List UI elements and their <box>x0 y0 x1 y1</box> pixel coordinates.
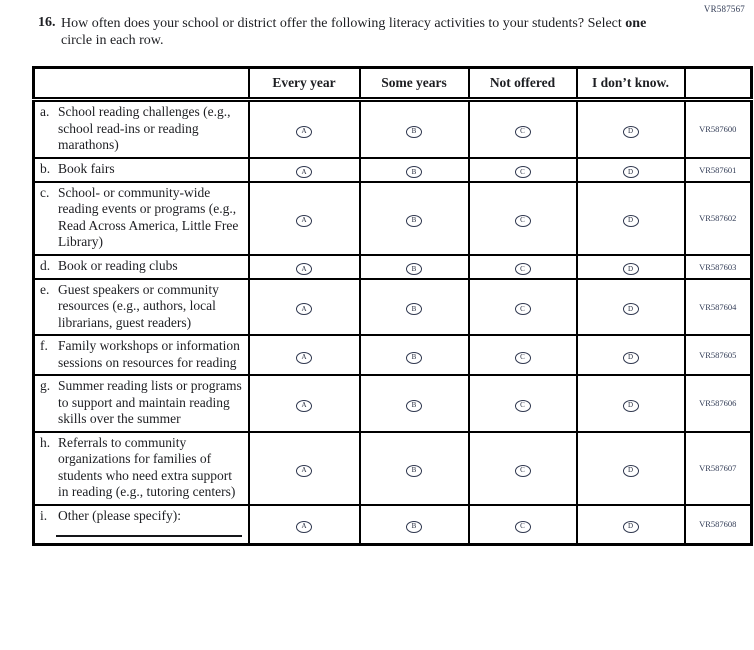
row-letter: e. <box>40 281 50 297</box>
response-bubble-b[interactable]: B <box>406 126 422 138</box>
option-cell <box>360 255 469 279</box>
option-cell <box>577 505 685 545</box>
row-letter: i. <box>40 507 48 523</box>
response-bubble-d[interactable]: D <box>623 126 639 138</box>
option-cell <box>360 432 469 505</box>
activity-row-f <box>34 335 752 375</box>
option-cell <box>469 182 577 255</box>
option-cell <box>469 335 577 375</box>
response-bubble-a[interactable]: A <box>296 166 312 178</box>
row-label-cell <box>34 375 249 432</box>
response-bubble-c[interactable]: C <box>515 126 531 138</box>
activity-row-h <box>34 432 752 505</box>
option-cell <box>360 375 469 432</box>
activities-table-body <box>34 100 752 545</box>
option-cell <box>249 158 360 182</box>
question-text-part2: circle in each row. <box>61 33 164 48</box>
row-code: VR587604 <box>685 279 752 336</box>
row-letter: c. <box>40 184 50 200</box>
response-bubble-d[interactable]: D <box>623 263 639 275</box>
option-cell <box>249 432 360 505</box>
response-bubble-c[interactable]: C <box>515 166 531 178</box>
empty-header-cell <box>34 68 249 100</box>
row-label: Family workshops or information sessions on resources for reading <box>58 338 240 370</box>
option-cell <box>249 505 360 545</box>
response-bubble-d[interactable]: D <box>623 166 639 178</box>
activity-row-d <box>34 255 752 279</box>
option-cell <box>577 432 685 505</box>
row-label: School reading challenges (e.g., school read-ins or reading marathons) <box>58 104 231 152</box>
option-cell <box>469 432 577 505</box>
row-letter: h. <box>40 434 51 450</box>
question-16 <box>38 15 714 49</box>
option-cell <box>577 279 685 336</box>
row-label-cell <box>34 158 249 182</box>
response-bubble-a[interactable]: A <box>296 521 312 533</box>
empty-code-header-cell <box>685 68 752 100</box>
response-bubble-a[interactable]: A <box>296 126 312 138</box>
row-code: VR587608 <box>685 505 752 545</box>
row-label: School- or community-wide reading events or programs (e.g., Read Across America, Little Free Library) <box>58 184 239 249</box>
activity-row-c <box>34 182 752 255</box>
option-cell <box>469 100 577 158</box>
row-label: Book fairs <box>58 160 115 176</box>
option-cell <box>577 100 685 158</box>
option-cell <box>249 375 360 432</box>
option-cell <box>249 279 360 336</box>
response-bubble-b[interactable]: B <box>406 166 422 178</box>
response-bubble-b[interactable]: B <box>406 521 422 533</box>
activity-row-g <box>34 375 752 432</box>
response-bubble-d[interactable]: D <box>623 521 639 533</box>
option-cell <box>360 100 469 158</box>
response-bubble-c[interactable]: C <box>515 521 531 533</box>
row-label-cell <box>34 279 249 336</box>
option-cell <box>360 505 469 545</box>
column-header-every-year: Every year <box>249 68 360 100</box>
response-bubble-c[interactable]: C <box>515 303 531 315</box>
row-code: VR587600 <box>685 100 752 158</box>
write-in-line[interactable] <box>56 526 242 537</box>
option-cell <box>360 182 469 255</box>
option-cell <box>469 279 577 336</box>
row-code: VR587606 <box>685 375 752 432</box>
column-header-not-offered: Not offered <box>469 68 577 100</box>
response-bubble-d[interactable]: D <box>623 465 639 477</box>
response-bubble-a[interactable]: A <box>296 215 312 227</box>
activity-row-i <box>34 505 752 545</box>
row-label-cell <box>34 432 249 505</box>
option-cell <box>469 255 577 279</box>
option-cell <box>360 158 469 182</box>
activity-row-e <box>34 279 752 336</box>
response-bubble-b[interactable]: B <box>406 352 422 364</box>
response-bubble-b[interactable]: B <box>406 465 422 477</box>
option-cell <box>249 182 360 255</box>
option-cell <box>360 279 469 336</box>
row-code: VR587602 <box>685 182 752 255</box>
row-letter: d. <box>40 257 51 273</box>
option-cell <box>249 100 360 158</box>
response-bubble-a[interactable]: A <box>296 352 312 364</box>
response-bubble-b[interactable]: B <box>406 400 422 412</box>
question-number: 16. <box>38 15 56 30</box>
option-cell <box>577 335 685 375</box>
header-row <box>34 68 752 100</box>
column-header-i-dont-know: I don’t know. <box>577 68 685 100</box>
row-label: Referrals to community organizations for families of students who need extra support in reading (e.g., tutoring centers) <box>58 434 236 499</box>
activity-row-a <box>34 100 752 158</box>
row-letter: a. <box>40 104 50 119</box>
response-bubble-a[interactable]: A <box>296 465 312 477</box>
question-text-part1: How often does your school or district offer the following literacy activities to your students? Select <box>61 16 626 31</box>
literacy-activities-table <box>32 66 753 546</box>
option-cell <box>577 182 685 255</box>
question-bold-word: one <box>625 16 647 31</box>
response-bubble-b[interactable]: B <box>406 303 422 315</box>
response-bubble-b[interactable]: B <box>406 215 422 227</box>
row-label-cell <box>34 182 249 255</box>
response-bubble-c[interactable]: C <box>515 465 531 477</box>
response-bubble-a[interactable]: A <box>296 400 312 412</box>
response-bubble-b[interactable]: B <box>406 263 422 275</box>
response-bubble-d[interactable]: D <box>623 215 639 227</box>
row-letter: b. <box>40 160 51 176</box>
page-code: VR587567 <box>703 4 745 14</box>
response-bubble-d[interactable]: D <box>623 352 639 364</box>
row-code: VR587603 <box>685 255 752 279</box>
column-header-some-years: Some years <box>360 68 469 100</box>
option-cell <box>249 335 360 375</box>
question-text <box>61 15 661 49</box>
option-cell <box>360 335 469 375</box>
row-label-cell <box>34 335 249 375</box>
response-bubble-a[interactable]: A <box>296 263 312 275</box>
row-label-cell <box>34 255 249 279</box>
response-bubble-c[interactable]: C <box>515 352 531 364</box>
response-bubble-a[interactable]: A <box>296 303 312 315</box>
row-label-cell <box>34 505 249 545</box>
option-cell <box>469 375 577 432</box>
row-letter: f. <box>40 338 48 353</box>
row-label-cell <box>34 100 249 158</box>
activity-row-b <box>34 158 752 182</box>
row-label: Other (please specify): <box>58 507 181 523</box>
option-cell <box>469 158 577 182</box>
response-bubble-c[interactable]: C <box>515 263 531 275</box>
row-label: Guest speakers or community resources (e.g., authors, local librarians, guest readers) <box>58 281 219 330</box>
option-cell <box>577 255 685 279</box>
row-letter: g. <box>40 378 51 393</box>
option-cell <box>577 158 685 182</box>
response-bubble-d[interactable]: D <box>623 303 639 315</box>
row-code: VR587605 <box>685 335 752 375</box>
response-bubble-d[interactable]: D <box>623 400 639 412</box>
row-label: Book or reading clubs <box>58 257 178 273</box>
response-bubble-c[interactable]: C <box>515 215 531 227</box>
option-cell <box>469 505 577 545</box>
option-cell <box>577 375 685 432</box>
row-code: VR587601 <box>685 158 752 182</box>
response-bubble-c[interactable]: C <box>515 400 531 412</box>
row-code: VR587607 <box>685 432 752 505</box>
row-label: Summer reading lists or programs to support and maintain reading skills over the summer <box>58 378 242 426</box>
option-cell <box>249 255 360 279</box>
